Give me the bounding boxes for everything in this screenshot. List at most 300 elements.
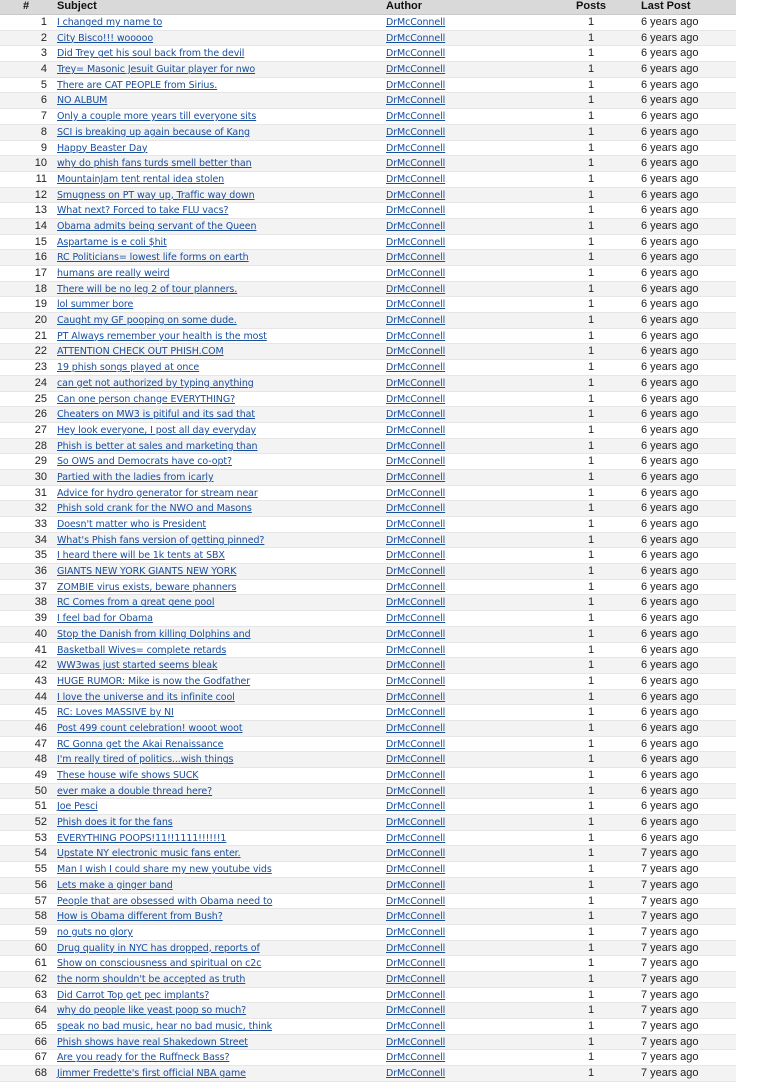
last-post-time: 6 years ago bbox=[641, 157, 699, 170]
author-cell bbox=[381, 1003, 561, 1018]
author-link[interactable]: DrMcConnell bbox=[386, 519, 446, 530]
thread-link[interactable]: HUGE RUMOR: Mike is now the Godfather bbox=[57, 675, 251, 687]
author-cell bbox=[381, 705, 561, 720]
thread-link[interactable]: What next? Forced to take FLU vacs? bbox=[57, 205, 229, 217]
author-link[interactable]: DrMcConnell bbox=[386, 550, 446, 562]
author-link[interactable]: DrMcConnell bbox=[386, 1068, 446, 1080]
last-post-time: 6 years ago bbox=[641, 502, 699, 515]
row-number: 3 bbox=[40, 47, 47, 60]
posts-count: 1 bbox=[587, 502, 595, 515]
posts-count: 1 bbox=[587, 188, 595, 201]
row-number: 10 bbox=[34, 157, 47, 170]
posts-count: 1 bbox=[587, 957, 595, 970]
author-cell bbox=[381, 423, 561, 438]
row-number: 53 bbox=[34, 831, 47, 844]
posts-count: 1 bbox=[587, 988, 595, 1001]
author-link[interactable]: DrMcConnell bbox=[386, 173, 446, 185]
row-number: 49 bbox=[34, 769, 47, 781]
thread-link[interactable]: can get not authorized by typing anything bbox=[57, 377, 254, 389]
thread-link[interactable]: Joe Pesci bbox=[57, 801, 98, 813]
row-number: 20 bbox=[34, 314, 47, 327]
posts-count: 1 bbox=[587, 549, 595, 562]
last-post-time: 6 years ago bbox=[641, 188, 699, 201]
thread-link[interactable]: Phish sold crank for the NWO and Masons bbox=[57, 503, 252, 515]
row-number: 5 bbox=[40, 78, 47, 91]
author-cell bbox=[381, 329, 561, 344]
author-link[interactable]: DrMcConnell bbox=[386, 48, 446, 60]
author-link[interactable]: DrMcConnell bbox=[386, 613, 446, 625]
last-post-time: 7 years ago bbox=[641, 1020, 699, 1032]
author-link[interactable]: DrMcConnell bbox=[386, 32, 446, 44]
author-link[interactable]: DrMcConnell bbox=[386, 158, 446, 170]
thread-link[interactable]: lol summer bore bbox=[57, 299, 134, 311]
row-number: 2 bbox=[40, 31, 47, 44]
subject-cell bbox=[52, 219, 381, 234]
header-subject[interactable]: Subject bbox=[57, 0, 97, 12]
table-row bbox=[0, 219, 736, 235]
subject-cell bbox=[52, 407, 381, 422]
last-post-time: 7 years ago bbox=[641, 941, 699, 954]
thread-link[interactable]: RC Politicians= lowest life forms on earth bbox=[57, 252, 249, 264]
author-link[interactable]: DrMcConnell bbox=[386, 471, 446, 483]
author-cell bbox=[381, 533, 561, 548]
thread-link[interactable]: Partied with the ladies from icarly bbox=[57, 471, 214, 483]
row-number: 36 bbox=[34, 565, 47, 578]
row-number: 30 bbox=[34, 470, 47, 483]
author-cell bbox=[381, 46, 561, 61]
thread-link[interactable]: Upstate NY electronic music fans enter. bbox=[57, 848, 241, 860]
author-link[interactable]: DrMcConnell bbox=[386, 832, 446, 844]
row-number: 23 bbox=[34, 361, 47, 374]
author-link[interactable]: DrMcConnell bbox=[386, 17, 446, 28]
row-number: 42 bbox=[34, 659, 47, 672]
last-post-time: 7 years ago bbox=[641, 910, 699, 923]
subject-cell bbox=[52, 925, 381, 940]
author-link[interactable]: DrMcConnell bbox=[386, 942, 446, 954]
table-row bbox=[0, 595, 736, 611]
author-link[interactable]: DrMcConnell bbox=[386, 801, 446, 813]
posts-count: 1 bbox=[587, 565, 595, 578]
thread-link[interactable]: EVERYTHING POOPS!11!!1111!!!!!!1 bbox=[57, 832, 227, 844]
author-link[interactable]: DrMcConnell bbox=[386, 817, 446, 829]
last-post-time: 7 years ago bbox=[641, 925, 699, 938]
author-link[interactable]: DrMcConnell bbox=[386, 111, 446, 123]
table-row bbox=[0, 533, 736, 549]
author-link[interactable]: DrMcConnell bbox=[386, 628, 446, 640]
author-link[interactable]: DrMcConnell bbox=[386, 707, 446, 719]
subject-cell bbox=[52, 627, 381, 642]
thread-link[interactable]: Did Trey get his soul back from the devil bbox=[57, 48, 245, 60]
table-row bbox=[0, 344, 736, 360]
subject-cell bbox=[52, 894, 381, 909]
subject-cell bbox=[52, 109, 381, 124]
thread-link[interactable]: Phish is better at sales and marketing than bbox=[57, 440, 258, 452]
last-post-time: 6 years ago bbox=[641, 31, 699, 44]
last-post-time: 6 years ago bbox=[641, 753, 699, 766]
table-row bbox=[0, 627, 736, 643]
author-link[interactable]: DrMcConnell bbox=[386, 377, 446, 389]
author-link[interactable]: DrMcConnell bbox=[386, 487, 446, 499]
last-post-time: 6 years ago bbox=[641, 486, 699, 499]
thread-link[interactable]: Obama admits being servant of the Queen bbox=[57, 220, 257, 232]
posts-count: 1 bbox=[587, 78, 595, 91]
author-link[interactable]: DrMcConnell bbox=[386, 1052, 446, 1064]
row-number: 24 bbox=[34, 376, 47, 389]
author-link[interactable]: DrMcConnell bbox=[386, 1005, 446, 1017]
subject-cell bbox=[52, 580, 381, 595]
author-link[interactable]: DrMcConnell bbox=[386, 220, 446, 232]
last-post-time: 6 years ago bbox=[641, 596, 699, 609]
author-link[interactable]: DrMcConnell bbox=[386, 675, 446, 687]
thread-link[interactable]: Doesn't matter who is President bbox=[57, 519, 207, 530]
author-link[interactable]: DrMcConnell bbox=[386, 722, 446, 734]
author-link[interactable]: DrMcConnell bbox=[386, 503, 446, 515]
last-post-time: 6 years ago bbox=[641, 329, 699, 342]
posts-count: 1 bbox=[587, 925, 595, 938]
author-link[interactable]: DrMcConnell bbox=[386, 770, 446, 781]
posts-count: 1 bbox=[587, 518, 595, 530]
author-cell bbox=[381, 219, 561, 234]
row-number: 11 bbox=[35, 172, 47, 185]
row-number: 13 bbox=[34, 204, 47, 217]
thread-link[interactable]: Aspartame is e coli $hit bbox=[57, 236, 167, 248]
thread-link[interactable]: Caught my GF pooping on some dude. bbox=[57, 315, 237, 327]
thread-link[interactable]: I changed my name to bbox=[57, 17, 163, 28]
author-link[interactable]: DrMcConnell bbox=[386, 534, 446, 546]
thread-link[interactable]: How is Obama different from Bush? bbox=[57, 911, 223, 923]
author-link[interactable]: DrMcConnell bbox=[386, 644, 446, 656]
table-row bbox=[0, 925, 736, 941]
last-post-time: 6 years ago bbox=[641, 219, 699, 232]
thread-link[interactable]: WW3was just started seems bleak bbox=[57, 660, 218, 672]
table-row bbox=[0, 266, 736, 282]
thread-link[interactable]: Only a couple more years till everyone sits bbox=[57, 111, 257, 123]
thread-link[interactable]: RC Gonna get the Akai Renaissance bbox=[57, 738, 224, 750]
subject-cell bbox=[52, 815, 381, 830]
thread-link[interactable]: ZOMBIE virus exists, beware phanners bbox=[57, 581, 237, 593]
thread-link[interactable]: Happy Beaster Day bbox=[57, 142, 148, 154]
author-cell bbox=[381, 658, 561, 673]
author-link[interactable]: DrMcConnell bbox=[386, 581, 446, 593]
row-number: 43 bbox=[34, 674, 47, 687]
row-number: 64 bbox=[34, 1004, 47, 1017]
author-cell bbox=[381, 141, 561, 156]
thread-link[interactable]: Lets make a ginger band bbox=[57, 879, 173, 891]
subject-cell bbox=[52, 564, 381, 579]
thread-link[interactable]: the norm shouldn't be accepted as truth bbox=[57, 973, 246, 985]
row-number: 65 bbox=[34, 1020, 47, 1032]
row-number: 7 bbox=[40, 110, 47, 123]
author-cell bbox=[381, 564, 561, 579]
thread-link[interactable]: humans are really weird bbox=[57, 268, 170, 279]
author-cell bbox=[381, 580, 561, 595]
thread-link[interactable]: Phish does it for the fans bbox=[57, 817, 173, 829]
table-body bbox=[0, 15, 736, 1082]
last-post-time: 7 years ago bbox=[641, 878, 699, 891]
thread-link[interactable]: Basketball Wives= complete retards bbox=[57, 644, 227, 656]
author-cell bbox=[381, 988, 561, 1003]
author-link[interactable]: DrMcConnell bbox=[386, 989, 446, 1001]
subject-cell bbox=[52, 690, 381, 705]
author-link[interactable]: DrMcConnell bbox=[386, 393, 446, 405]
posts-count: 1 bbox=[587, 267, 595, 279]
posts-count: 1 bbox=[587, 314, 595, 327]
thread-link[interactable]: Phish shows have real Shakedown Street bbox=[57, 1036, 248, 1048]
subject-cell bbox=[52, 1035, 381, 1050]
subject-cell bbox=[52, 203, 381, 218]
row-number: 58 bbox=[34, 910, 47, 923]
thread-link[interactable]: speak no bad music, hear no bad music, think bbox=[57, 1021, 273, 1032]
author-link[interactable]: DrMcConnell bbox=[386, 440, 446, 452]
thread-link[interactable]: Trey= Masonic Jesuit Guitar player for nwo bbox=[57, 64, 256, 76]
row-number: 29 bbox=[34, 455, 47, 468]
thread-link[interactable]: I love the universe and its infinite cool bbox=[57, 691, 235, 703]
last-post-time: 6 years ago bbox=[641, 78, 699, 91]
row-number: 4 bbox=[40, 63, 47, 76]
last-post-time: 6 years ago bbox=[641, 16, 699, 28]
posts-count: 1 bbox=[587, 157, 595, 170]
subject-cell bbox=[52, 62, 381, 77]
header-last-post[interactable]: Last Post bbox=[641, 0, 691, 12]
author-cell bbox=[381, 407, 561, 422]
posts-count: 1 bbox=[587, 816, 595, 829]
author-link[interactable]: DrMcConnell bbox=[386, 330, 446, 342]
thread-link[interactable]: These house wife shows SUCK bbox=[57, 770, 199, 781]
last-post-time: 6 years ago bbox=[641, 423, 699, 436]
row-number: 47 bbox=[34, 737, 47, 750]
author-link[interactable]: DrMcConnell bbox=[386, 189, 446, 201]
thread-link[interactable]: Jimmer Fredette's first official NBA game bbox=[57, 1068, 246, 1080]
author-cell bbox=[381, 282, 561, 297]
thread-link[interactable]: City Bisco!!! wooooo bbox=[57, 32, 154, 44]
author-cell bbox=[381, 188, 561, 203]
row-number: 41 bbox=[34, 643, 47, 656]
thread-link[interactable]: Stop the Danish from killing Dolphins and bbox=[57, 628, 251, 640]
row-number: 60 bbox=[34, 941, 47, 954]
subject-cell bbox=[52, 141, 381, 156]
author-link[interactable]: DrMcConnell bbox=[386, 566, 446, 578]
row-number: 32 bbox=[34, 502, 47, 515]
subject-cell bbox=[52, 78, 381, 93]
posts-count: 1 bbox=[587, 533, 595, 546]
posts-count: 1 bbox=[587, 439, 595, 452]
thread-link[interactable]: Can one person change EVERYTHING? bbox=[57, 393, 236, 405]
author-link[interactable]: DrMcConnell bbox=[386, 236, 446, 248]
table-row bbox=[0, 172, 736, 188]
thread-link[interactable]: I feel bad for Obama bbox=[57, 613, 153, 625]
table-row bbox=[0, 62, 736, 78]
posts-count: 1 bbox=[587, 361, 595, 374]
posts-count: 1 bbox=[587, 769, 595, 781]
thread-link[interactable]: why do people like yeast poop so much? bbox=[57, 1005, 247, 1017]
thread-link[interactable]: I'm really tired of politics...wish things bbox=[57, 754, 234, 766]
thread-link[interactable]: Drug quality in NYC has dropped, reports of bbox=[57, 942, 260, 954]
table-row bbox=[0, 360, 736, 376]
thread-link[interactable]: Show on consciousness and spiritual on c2c bbox=[57, 958, 262, 970]
table-row bbox=[0, 643, 736, 659]
author-link[interactable]: DrMcConnell bbox=[386, 205, 446, 217]
subject-cell bbox=[52, 752, 381, 767]
author-link[interactable]: DrMcConnell bbox=[386, 738, 446, 750]
posts-count: 1 bbox=[587, 204, 595, 217]
author-link[interactable]: DrMcConnell bbox=[386, 424, 446, 436]
author-link[interactable]: DrMcConnell bbox=[386, 283, 446, 295]
thread-link[interactable]: PT Always remember your health is the most bbox=[57, 330, 267, 342]
row-number: 56 bbox=[34, 878, 47, 891]
author-link[interactable]: DrMcConnell bbox=[386, 864, 446, 876]
author-link[interactable]: DrMcConnell bbox=[386, 79, 446, 91]
thread-link[interactable]: RC: Loves MASSIVE by NI bbox=[57, 707, 174, 719]
subject-cell bbox=[52, 188, 381, 203]
author-link[interactable]: DrMcConnell bbox=[386, 299, 446, 311]
subject-cell bbox=[52, 93, 381, 108]
last-post-time: 6 years ago bbox=[641, 565, 699, 578]
author-link[interactable]: DrMcConnell bbox=[386, 95, 446, 107]
author-link[interactable]: DrMcConnell bbox=[386, 691, 446, 703]
header-author[interactable]: Author bbox=[386, 0, 423, 12]
author-link[interactable]: DrMcConnell bbox=[386, 879, 446, 891]
header-posts[interactable]: Posts bbox=[576, 0, 606, 12]
author-link[interactable]: DrMcConnell bbox=[386, 268, 446, 279]
author-link[interactable]: DrMcConnell bbox=[386, 597, 446, 609]
table-row bbox=[0, 941, 736, 957]
author-link[interactable]: DrMcConnell bbox=[386, 142, 446, 154]
last-post-time: 6 years ago bbox=[641, 408, 699, 421]
author-link[interactable]: DrMcConnell bbox=[386, 1036, 446, 1048]
author-link[interactable]: DrMcConnell bbox=[386, 346, 446, 358]
subject-cell bbox=[52, 611, 381, 626]
posts-count: 1 bbox=[587, 172, 595, 185]
table-row bbox=[0, 564, 736, 580]
author-link[interactable]: DrMcConnell bbox=[386, 973, 446, 985]
subject-cell bbox=[52, 1050, 381, 1065]
subject-cell bbox=[52, 846, 381, 861]
author-link[interactable]: DrMcConnell bbox=[386, 64, 446, 76]
subject-cell bbox=[52, 737, 381, 752]
thread-link[interactable]: ATTENTION CHECK OUT PHISH.COM bbox=[57, 346, 224, 358]
last-post-time: 7 years ago bbox=[641, 1067, 699, 1080]
posts-count: 1 bbox=[587, 690, 595, 703]
thread-link[interactable]: Hey look everyone, I post all day everyday bbox=[57, 424, 257, 436]
thread-link[interactable]: Are you ready for the Ruffneck Bass? bbox=[57, 1052, 230, 1064]
row-number: 59 bbox=[34, 925, 47, 938]
row-number: 34 bbox=[34, 533, 47, 546]
table-row bbox=[0, 329, 736, 345]
thread-link[interactable]: why do phish fans turds smell better than bbox=[57, 158, 252, 170]
author-cell bbox=[381, 266, 561, 281]
subject-cell bbox=[52, 1003, 381, 1018]
thread-link[interactable]: Smugness on PT way up, Traffic way down bbox=[57, 189, 255, 201]
table-row bbox=[0, 235, 736, 251]
author-link[interactable]: DrMcConnell bbox=[386, 126, 446, 138]
thread-link[interactable]: NO ALBUM bbox=[57, 95, 108, 107]
author-link[interactable]: DrMcConnell bbox=[386, 409, 446, 421]
thread-link[interactable]: Cheaters on MW3 is pitiful and its sad that bbox=[57, 409, 255, 421]
thread-link[interactable]: I heard there will be 1k tents at SBX bbox=[57, 550, 225, 562]
thread-link[interactable]: 19 phish songs played at once bbox=[57, 362, 200, 374]
thread-link[interactable]: People that are obsessed with Obama need to bbox=[57, 895, 273, 907]
posts-count: 1 bbox=[587, 784, 595, 797]
thread-link[interactable]: There are CAT PEOPLE from Sirius. bbox=[57, 79, 218, 91]
thread-link[interactable]: GIANTS NEW YORK GIANTS NEW YORK bbox=[57, 566, 237, 578]
last-post-time: 6 years ago bbox=[641, 172, 699, 185]
table-row bbox=[0, 31, 736, 47]
last-post-time: 6 years ago bbox=[641, 816, 699, 829]
posts-count: 1 bbox=[587, 941, 595, 954]
posts-count: 1 bbox=[587, 753, 595, 766]
thread-link[interactable]: SCI is breaking up again because of Kang bbox=[57, 126, 250, 138]
thread-link[interactable]: Advice for hydro generator for stream near bbox=[57, 487, 258, 499]
thread-link[interactable]: Did Carrot Top get pec implants? bbox=[57, 989, 210, 1001]
author-link[interactable]: DrMcConnell bbox=[386, 362, 446, 374]
thread-link[interactable]: What's Phish fans version of getting pinned? bbox=[57, 534, 265, 546]
last-post-time: 6 years ago bbox=[641, 63, 699, 76]
table-header bbox=[0, 0, 736, 15]
posts-count: 1 bbox=[587, 282, 595, 295]
table-row bbox=[0, 203, 736, 219]
row-number: 21 bbox=[34, 329, 47, 342]
author-link[interactable]: DrMcConnell bbox=[386, 958, 446, 970]
author-link[interactable]: DrMcConnell bbox=[386, 911, 446, 923]
author-link[interactable]: DrMcConnell bbox=[386, 456, 446, 468]
author-cell bbox=[381, 78, 561, 93]
author-cell bbox=[381, 815, 561, 830]
thread-link[interactable]: no guts no glory bbox=[57, 926, 133, 938]
posts-count: 1 bbox=[587, 706, 595, 719]
author-link[interactable]: DrMcConnell bbox=[386, 895, 446, 907]
row-number: 40 bbox=[34, 627, 47, 640]
thread-link[interactable]: RC Comes from a great gene pool bbox=[57, 597, 215, 609]
author-link[interactable]: DrMcConnell bbox=[386, 926, 446, 938]
last-post-time: 6 years ago bbox=[641, 800, 699, 813]
thread-link[interactable]: There will be no leg 2 of tour planners. bbox=[57, 283, 238, 295]
row-number: 28 bbox=[34, 439, 47, 452]
subject-cell bbox=[52, 643, 381, 658]
author-cell bbox=[381, 1035, 561, 1050]
table-row bbox=[0, 956, 736, 972]
author-link[interactable]: DrMcConnell bbox=[386, 848, 446, 860]
last-post-time: 6 years ago bbox=[641, 612, 699, 625]
posts-count: 1 bbox=[587, 1020, 595, 1032]
subject-cell bbox=[52, 313, 381, 328]
posts-count: 1 bbox=[587, 627, 595, 640]
author-cell bbox=[381, 156, 561, 171]
author-link[interactable]: DrMcConnell bbox=[386, 660, 446, 672]
subject-cell bbox=[52, 941, 381, 956]
author-link[interactable]: DrMcConnell bbox=[386, 785, 446, 797]
last-post-time: 6 years ago bbox=[641, 721, 699, 734]
last-post-time: 6 years ago bbox=[641, 769, 699, 781]
last-post-time: 6 years ago bbox=[641, 580, 699, 593]
author-cell bbox=[381, 517, 561, 532]
author-link[interactable]: DrMcConnell bbox=[386, 754, 446, 766]
thread-link[interactable]: MountainJam tent rental idea stolen bbox=[57, 173, 225, 185]
row-number: 44 bbox=[34, 690, 47, 703]
author-link[interactable]: DrMcConnell bbox=[386, 252, 446, 264]
row-number: 51 bbox=[34, 800, 47, 813]
thread-link[interactable]: Post 499 count celebration! wooot woot bbox=[57, 722, 243, 734]
table-row bbox=[0, 721, 736, 737]
author-link[interactable]: DrMcConnell bbox=[386, 1021, 446, 1032]
thread-link[interactable]: ever make a double thread here? bbox=[57, 785, 213, 797]
thread-link[interactable]: Man I wish I could share my new youtube vids bbox=[57, 864, 272, 876]
table-row bbox=[0, 109, 736, 125]
subject-cell bbox=[52, 297, 381, 312]
last-post-time: 6 years ago bbox=[641, 784, 699, 797]
thread-link[interactable]: So OWS and Democrats have co-opt? bbox=[57, 456, 233, 468]
last-post-time: 6 years ago bbox=[641, 533, 699, 546]
author-link[interactable]: DrMcConnell bbox=[386, 315, 446, 327]
